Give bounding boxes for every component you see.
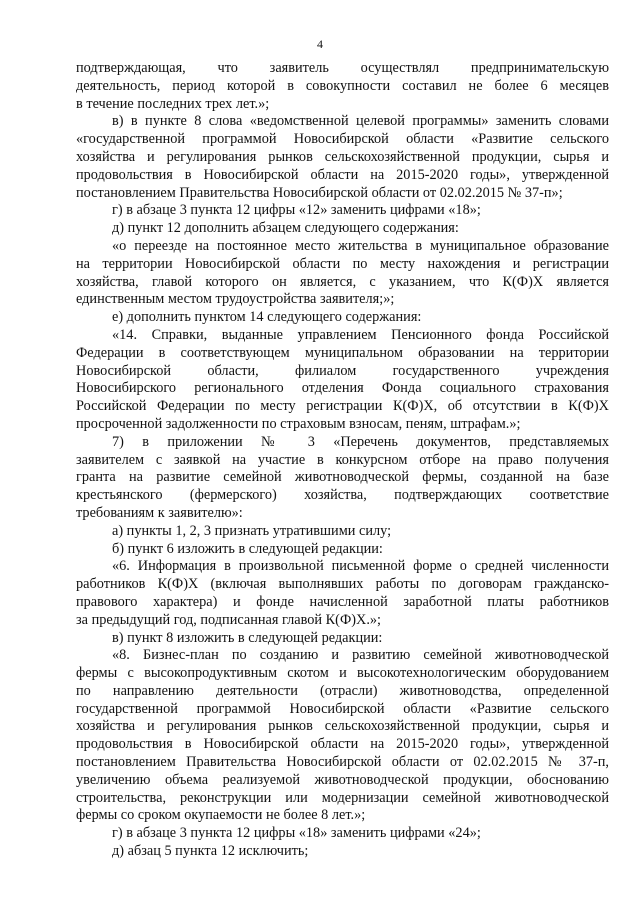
- text-line: на территории Новосибирской области по месту нахождения и регистрации: [76, 255, 609, 272]
- text-line: д) пункт 12 дополнить абзацем следующего содержания:: [112, 220, 459, 237]
- text-line: работников К(Ф)Х (включая выполнявших работы по договорам гражданско-: [76, 576, 609, 593]
- text-line: требованиям к заявителю»:: [76, 504, 243, 521]
- text-line: постановлением Правительства Новосибирской области от 02.02.2015 № 37-п»;: [76, 184, 563, 201]
- document-body: [76, 60, 609, 861]
- text-line: крестьянского (фермерского) хозяйства, подтверждающих соответствие: [76, 487, 609, 504]
- text-line: государственной программой Новосибирской области «Развитие сельского: [76, 700, 609, 717]
- text-line: 7) в приложении № 3 «Перечень документов, представляемых: [112, 433, 609, 450]
- text-line: строительства, реконструкции или модернизации семейной животноводческой: [76, 789, 609, 806]
- text-line: постановлением Правительства Новосибирской области от 02.02.2015 № 37-п,: [76, 754, 609, 771]
- text-line: Новосибирского регионального отделения Фонда социального страхования: [76, 380, 609, 397]
- text-line: гранта на развитие семейной животноводческой фермы, созданной на базе: [76, 469, 609, 486]
- text-line: по направлению деятельности (отрасли) животноводства, определенной: [76, 682, 609, 699]
- text-line: «о переезде на постоянное место жительства в муниципальное образование: [112, 237, 609, 254]
- text-line: «6. Информация в произвольной письменной форме о средней численности: [112, 558, 609, 575]
- text-line: за предыдущий год, подписанная главой К(Ф)Х.»;: [76, 611, 382, 628]
- text-line: в) в пункте 8 слова «ведомственной целевой программы» заменить словами: [112, 113, 609, 130]
- text-line: в течение последних трех лет.»;: [76, 95, 270, 112]
- text-line: хозяйства, главой которого он является, с указанием, что К(Ф)Х является: [76, 273, 609, 290]
- text-line: д) абзац 5 пункта 12 исключить;: [112, 843, 309, 860]
- text-line: «государственной программой Новосибирской области «Развитие сельского: [76, 131, 609, 148]
- text-line: в) пункт 8 изложить в следующей редакции:: [112, 629, 383, 646]
- text-line: заявителем с заявкой на участие в конкурсном отборе на право получения: [76, 451, 609, 468]
- text-line: фермы со сроком окупаемости не более 8 лет.»;: [76, 807, 366, 824]
- text-line: продовольствия в Новосибирской области на 2015-2020 годы», утвержденной: [76, 736, 609, 753]
- text-line: увеличению объема реализуемой животноводческой продукции, обоснованию: [76, 771, 609, 788]
- text-line: «14. Справки, выданные управлением Пенсионного фонда Российской: [112, 326, 609, 343]
- text-line: хозяйства и регулирования рынков сельскохозяйственной продукции, сырья и: [76, 718, 609, 735]
- text-line: г) в абзаце 3 пункта 12 цифры «18» заменить цифрами «24»;: [112, 825, 481, 842]
- text-line: фермы с высокопродуктивным скотом и высокотехнологическим оборудованием: [76, 665, 609, 682]
- text-line: продовольствия в Новосибирской области на 2015-2020 годы», утвержденной: [76, 166, 609, 183]
- text-line: б) пункт 6 изложить в следующей редакции:: [112, 540, 383, 557]
- page-number: 4: [317, 37, 323, 51]
- text-line: единственным местом трудоустройства заявителя;»;: [76, 291, 395, 308]
- text-line: Федерации в соответствующем муниципальном образовании на территории: [76, 344, 609, 361]
- text-line: подтверждающая, что заявитель осуществлял предпринимательскую: [76, 60, 609, 76]
- text-line: г) в абзаце 3 пункта 12 цифры «12» заменить цифрами «18»;: [112, 202, 481, 219]
- text-line: просроченной задолженности по страховым взносам, пеням, штрафам.»;: [76, 415, 521, 432]
- text-line: Новосибирской области, филиалом государственного учреждения: [76, 362, 609, 379]
- text-line: «8. Бизнес-план по созданию и развитию семейной животноводческой: [112, 647, 609, 664]
- text-line: а) пункты 1, 2, 3 признать утратившими силу;: [112, 522, 392, 539]
- text-line: деятельность, период которой в совокупности составил не более 6 месяцев: [76, 77, 609, 94]
- text-line: е) дополнить пунктом 14 следующего содержания:: [112, 309, 422, 326]
- text-line: хозяйства и регулирования рынков сельскохозяйственной продукции, сырья и: [76, 148, 609, 165]
- text-line: правового характера) и фонде начисленной заработной платы работников: [76, 593, 609, 610]
- text-line: Российской Федерации по месту регистрации К(Ф)Х, об отсутствии в К(Ф)Х: [76, 398, 609, 415]
